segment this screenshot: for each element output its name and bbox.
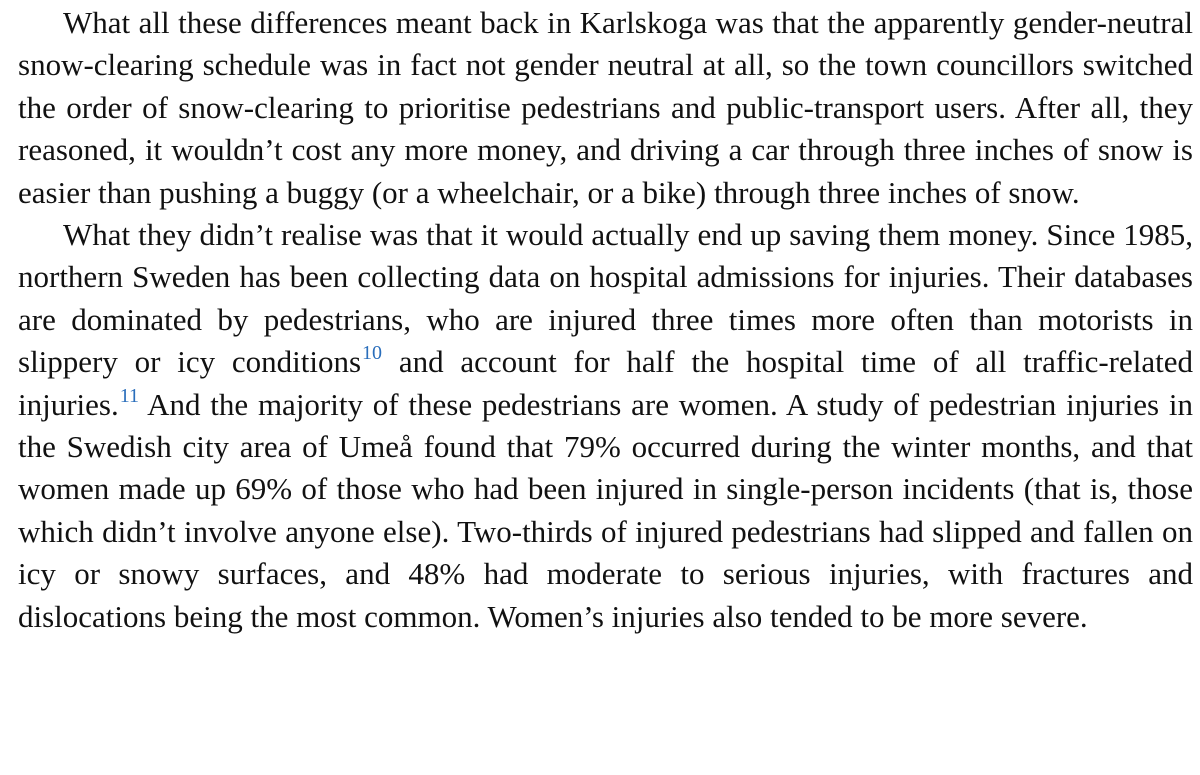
footnote-ref-10[interactable]: 10 bbox=[362, 342, 383, 365]
paragraph-snow-clearing: What all these differences meant back in Karlskoga was that the apparently gender-neutral snow-clearing schedule was in fact not gender neutral at all, so the town councillors switched the order of snow-clearing to prioritise pedestrians and public-transport users. After all, they reasoned, it wouldn’t cost any more money, and driving a car through three inches of snow is easier than pushing a buggy (or a wheelchair, or a bike) through three inches of snow. bbox=[18, 5, 1193, 210]
paragraph-segment: And the majority of these pedestrians are women. A study of pedestrian injuries in the Swedish city area of Umeå found that 79% occurred during the winter months, and that women made up 69% of those who had been injured in single-person incidents (that is, those which didn’t involve anyone else). Two-thirds of injured pedestrians had slipped and fallen on icy or snowy surfaces, and 48% had moderate to serious injuries, with fractures and dislocations being the most common. Women’s injuries also tended to be more severe. bbox=[18, 386, 1193, 634]
paragraph-segment: What they didn’t realise was that it would actually end up saving them money. Since 1985, northern Sweden has been collecting data on hospital admissions for injuries. Their databases are dominated by pedestrians, who are injured three times more often than motorists in slippery or icy conditions bbox=[18, 217, 1193, 380]
paragraph-segment: and account for half the hospital time of all traffic-related injuries. bbox=[18, 344, 1193, 422]
paragraph-injury-data bbox=[18, 214, 1193, 638]
footnote-ref-11[interactable]: 11 bbox=[119, 384, 140, 407]
